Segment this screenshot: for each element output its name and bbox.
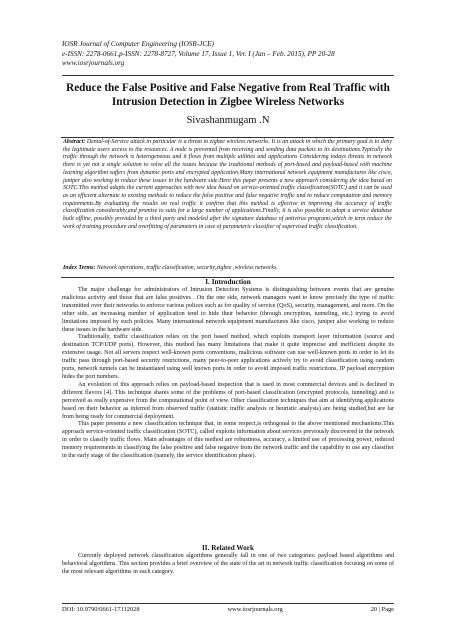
abstract <box>63 139 392 231</box>
index-terms <box>63 265 392 273</box>
header-divider <box>62 75 394 76</box>
footer-divider <box>62 603 394 604</box>
related-work-body <box>62 553 394 577</box>
page-footer <box>62 606 394 614</box>
footer-doi: DOI: 10.9790/0661-17112028 <box>62 606 140 613</box>
footer-page-number: 20 | Page <box>370 606 394 613</box>
abstract-text: Denial-of-Service attack in particular is a threat to zigbee wireless networks. It is an attack in which the primary goal is to deny the legitimate users access to the resources. A node is prevented from receiving and sending data packets to its destinations.Typically the traffic through the network is heterogeneous and it flows from multiple utilities and applications Considering todays threats in network there is yet not a single solution to solve all the issues because the traditional methods of port-based and payload-based with machine learning algorithm suffers from dynamic ports and encrypted application.Many international network equipment manufactures like cisco, juniper also working to reduce these issues in the hardware side.Here this paper presents a new approach considering the idea based on SOTC.This method adapts the current approaches with new idea based on service-oriented traffic classification(SOTC) and it can be used as an efficient alternate to existing methods to reduce the false positive and false negative traffic and to reduce computation and memory requirements.By evaluating the results on real traffic it confirm that this method is effective in improving the accuracy of traffic classification considerably,and promise to suits for a large number of applications.Finally, it is also possible to adopt a service database built offline, possibly provided by a third party and modeled after the signature database of antivirus programs,which in term reduce the work of training procedure and overfitting of parameters in case of parameteric classifier of supervised traffic classification. <box>63 139 392 230</box>
journal-header <box>62 40 402 69</box>
paragraph: The major challenge for administrators of Intrusion Detection Systems is distinguishing between events that are genuine malicious activity and those that are false positives . On the one side, network managers want to know precisely the type of traffic transmitted over their networks to enforce various polices such as for quality of service (QoS), security, management, and more. On the other side, an increasing number of application tend to hide their behavior (through encryption, tunneling, etc.) trying to avoid limitations imposed by such policies. Many international network equipment manufactures like cisco, juniper also working to reduce these issues in the hardware side. <box>62 287 394 333</box>
footer-website: www.iosrjournals.org <box>227 606 283 613</box>
paragraph: This paper presents a new classification technique that, in some respect,is orthogonal to the above mentioned mechanisms.This approach service-oriented traffic classification (SOTC), called exploits information about services previously discovered in the network in order to classify traffic flows. Main advantages of this method are robustness, accuracy, a limited use of processing power, reduced memory requirements in classifying the false positive and false negative from the network traffic and the capability to use any classifier in the early stage of the classification (namely, the service identification phase). <box>62 421 394 460</box>
paragraph: Currently deployed network classification algorithms generally fall in one of two categories: payload based algorithms and behavioral algorithms. This section provides a brief overview of the state of the art in network traffic classification focusing on some of the most relevant algorithms in each category. <box>62 553 394 575</box>
paper-title: Reduce the False Positive and False Negative from Real Traffic with Intrusion Detection in Zigbee Wireless Networks <box>66 82 390 108</box>
paragraph: An evolution of this approach relies on payload-based inspection that is used in most commercial devices and is declined in different flavors [4]. This technique shares some of the problems of port-based classification (encrypted protocols, tunneling) and is perceived as really expensive from the computational point of view. Other classification techniques that aim at identifying applications based on their behavior as inferred from observed traffic (statistic traffic analysis or heuristic analysis) are being studied,but are far from being ready for commercial deployment. <box>62 381 394 420</box>
introduction-body <box>62 287 394 461</box>
index-terms-label: Index Terms: <box>63 265 96 271</box>
journal-issn: e-ISSN: 2278-0661,p-ISSN: 2278-8727, Volume 17, Issue 1, Ver. I (Jan – Feb. 2015), PP 20-28 <box>62 49 335 58</box>
index-terms-text: Network operations, traffic classification, security,zigbee ,wireless networks. <box>96 265 278 271</box>
paper-author: Sivashanmugam .N <box>186 115 270 126</box>
abstract-label: Abstract: <box>63 139 86 145</box>
journal-website: www.iosrjournals.org <box>62 59 125 68</box>
section-heading-introduction: I. Introduction <box>205 278 251 286</box>
paragraph: Traditionally, traffic classification relies on the port based method, which exploits transport layer information (source and destination TCP/UDP ports). However, this method has many limitations that make it quite imprecise and inefficient despite its extensive usage. Not all servers respect well-known ports conventions, malicious software can use well-known ports in order to let its traffic pass through port-based security restrictions, many peer-to-peer applications actively try to avoid classification using random ports, network tunnels can be instantiated using well known ports in order to avoid imposed traffic restrictions, IP payload encryption hides the port numbers. <box>62 334 394 380</box>
journal-name: IOSR Journal of Computer Engineering (IOSR-JCE) <box>62 40 214 48</box>
section-heading-related-work: II. Related Work <box>202 544 254 552</box>
